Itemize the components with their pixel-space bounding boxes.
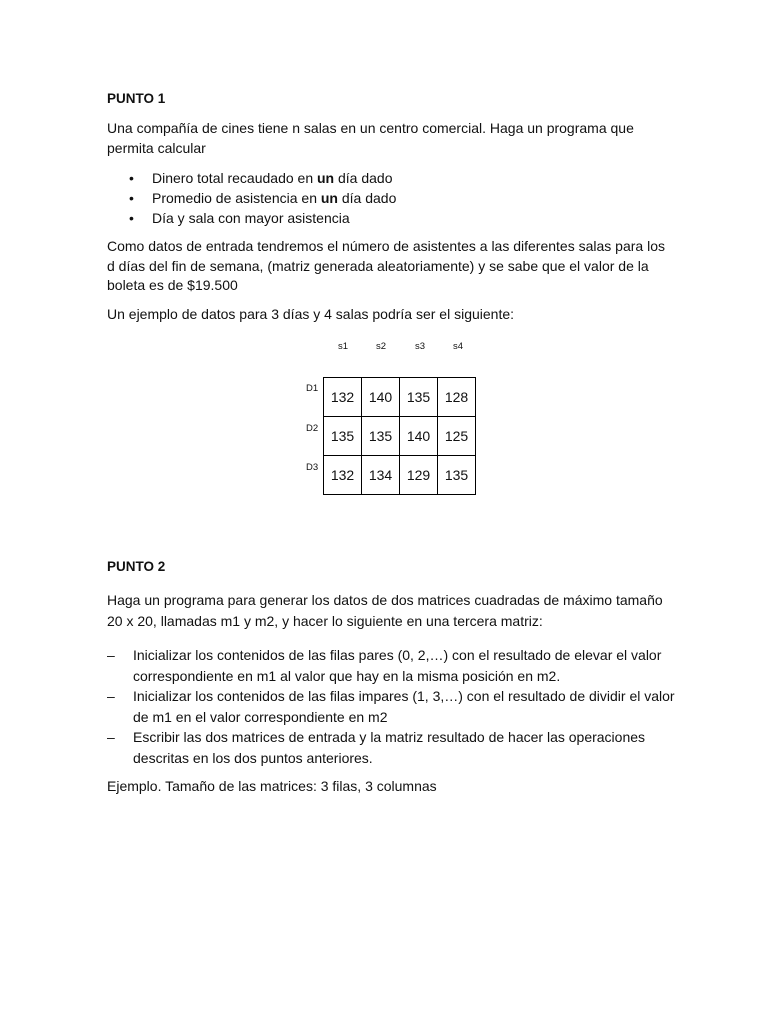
bullet-item: • Día y sala con mayor asistencia (129, 210, 350, 226)
punto1-input-line1: Como datos de entrada tendremos el número de asistentes a las diferentes salas para los (107, 238, 665, 254)
punto1-intro-line2: permita calcular (107, 139, 206, 156)
table-cell: 132 (324, 378, 362, 417)
table-row (324, 417, 476, 456)
table-cell: 132 (324, 456, 362, 495)
table-cell: 140 (362, 378, 400, 417)
punto1-example-text: Un ejemplo de datos para 3 días y 4 salas podría ser el siguiente: (107, 306, 515, 322)
table-cell: 135 (362, 417, 400, 456)
table-cell: 125 (438, 417, 476, 456)
bullet-icon: • (129, 210, 134, 226)
bullet-icon: • (129, 190, 134, 206)
column-header-s3: s3 (414, 341, 426, 352)
bullet-item: • Dinero total recaudado en un día dado (129, 170, 393, 186)
punto2-intro-line1: Haga un programa para generar los datos de dos matrices cuadradas de máximo tamaño (107, 592, 663, 608)
table-cell: 135 (438, 456, 476, 495)
dash-icon: – (107, 729, 115, 745)
table-cell: 128 (438, 378, 476, 417)
punto1-input-line3: boleta es de $19.500 (107, 277, 238, 293)
table-cell: 129 (400, 456, 438, 495)
table-cell: 134 (362, 456, 400, 495)
punto1-heading: PUNTO 1 (107, 91, 166, 106)
column-header-s4: s4 (452, 341, 464, 352)
row-header-d1: D1 (306, 383, 319, 394)
bullet-icon: • (129, 170, 134, 186)
list-item: – Inicializar los contenidos de las filas impares (1, 3,…) con el resultado de dividir el valor de m1 en el valor correspondiente en m2 (107, 688, 675, 725)
row-header-d3: D3 (306, 462, 319, 473)
column-header-s1: s1 (337, 341, 349, 352)
table-cell: 140 (400, 417, 438, 456)
table-row (324, 378, 476, 417)
punto2-intro-line2: 20 x 20, llamadas m1 y m2, y hacer lo siguiente en una tercera matriz: (107, 612, 543, 629)
table-row (324, 456, 476, 495)
dash-icon: – (107, 647, 115, 663)
attendance-matrix (323, 377, 476, 495)
list-item: – Inicializar los contenidos de las filas pares (0, 2,…) con el resultado de elevar el valor correspondiente en m1 al valor que hay en la misma posición en m2. (107, 647, 662, 684)
punto1-input-description (107, 237, 665, 296)
punto2-example-text: Ejemplo. Tamaño de las matrices: 3 filas, 3 columnas (107, 778, 437, 794)
row-header-d2: D2 (306, 423, 319, 434)
column-header-s2: s2 (375, 341, 387, 352)
punto1-intro-line1: Una compañía de cines tiene n salas en un centro comercial. Haga un programa que (107, 120, 634, 136)
punto1-input-line2: d días del fin de semana, (matriz generada aleatoriamente) y se sabe que el valor de la (107, 257, 649, 274)
list-item: – Escribir las dos matrices de entrada y la matriz resultado de hacer las operaciones descritas en los dos puntos anteriores. (107, 729, 646, 766)
bullet-item: • Promedio de asistencia en un día dado (129, 190, 397, 206)
punto1-bullet-list (107, 168, 396, 228)
punto2-intro (107, 590, 663, 631)
dash-icon: – (107, 688, 115, 704)
punto1-intro (107, 119, 634, 158)
punto2-dash-list (107, 645, 675, 768)
table-cell: 135 (324, 417, 362, 456)
punto2-heading: PUNTO 2 (107, 559, 166, 574)
table-cell: 135 (400, 378, 438, 417)
